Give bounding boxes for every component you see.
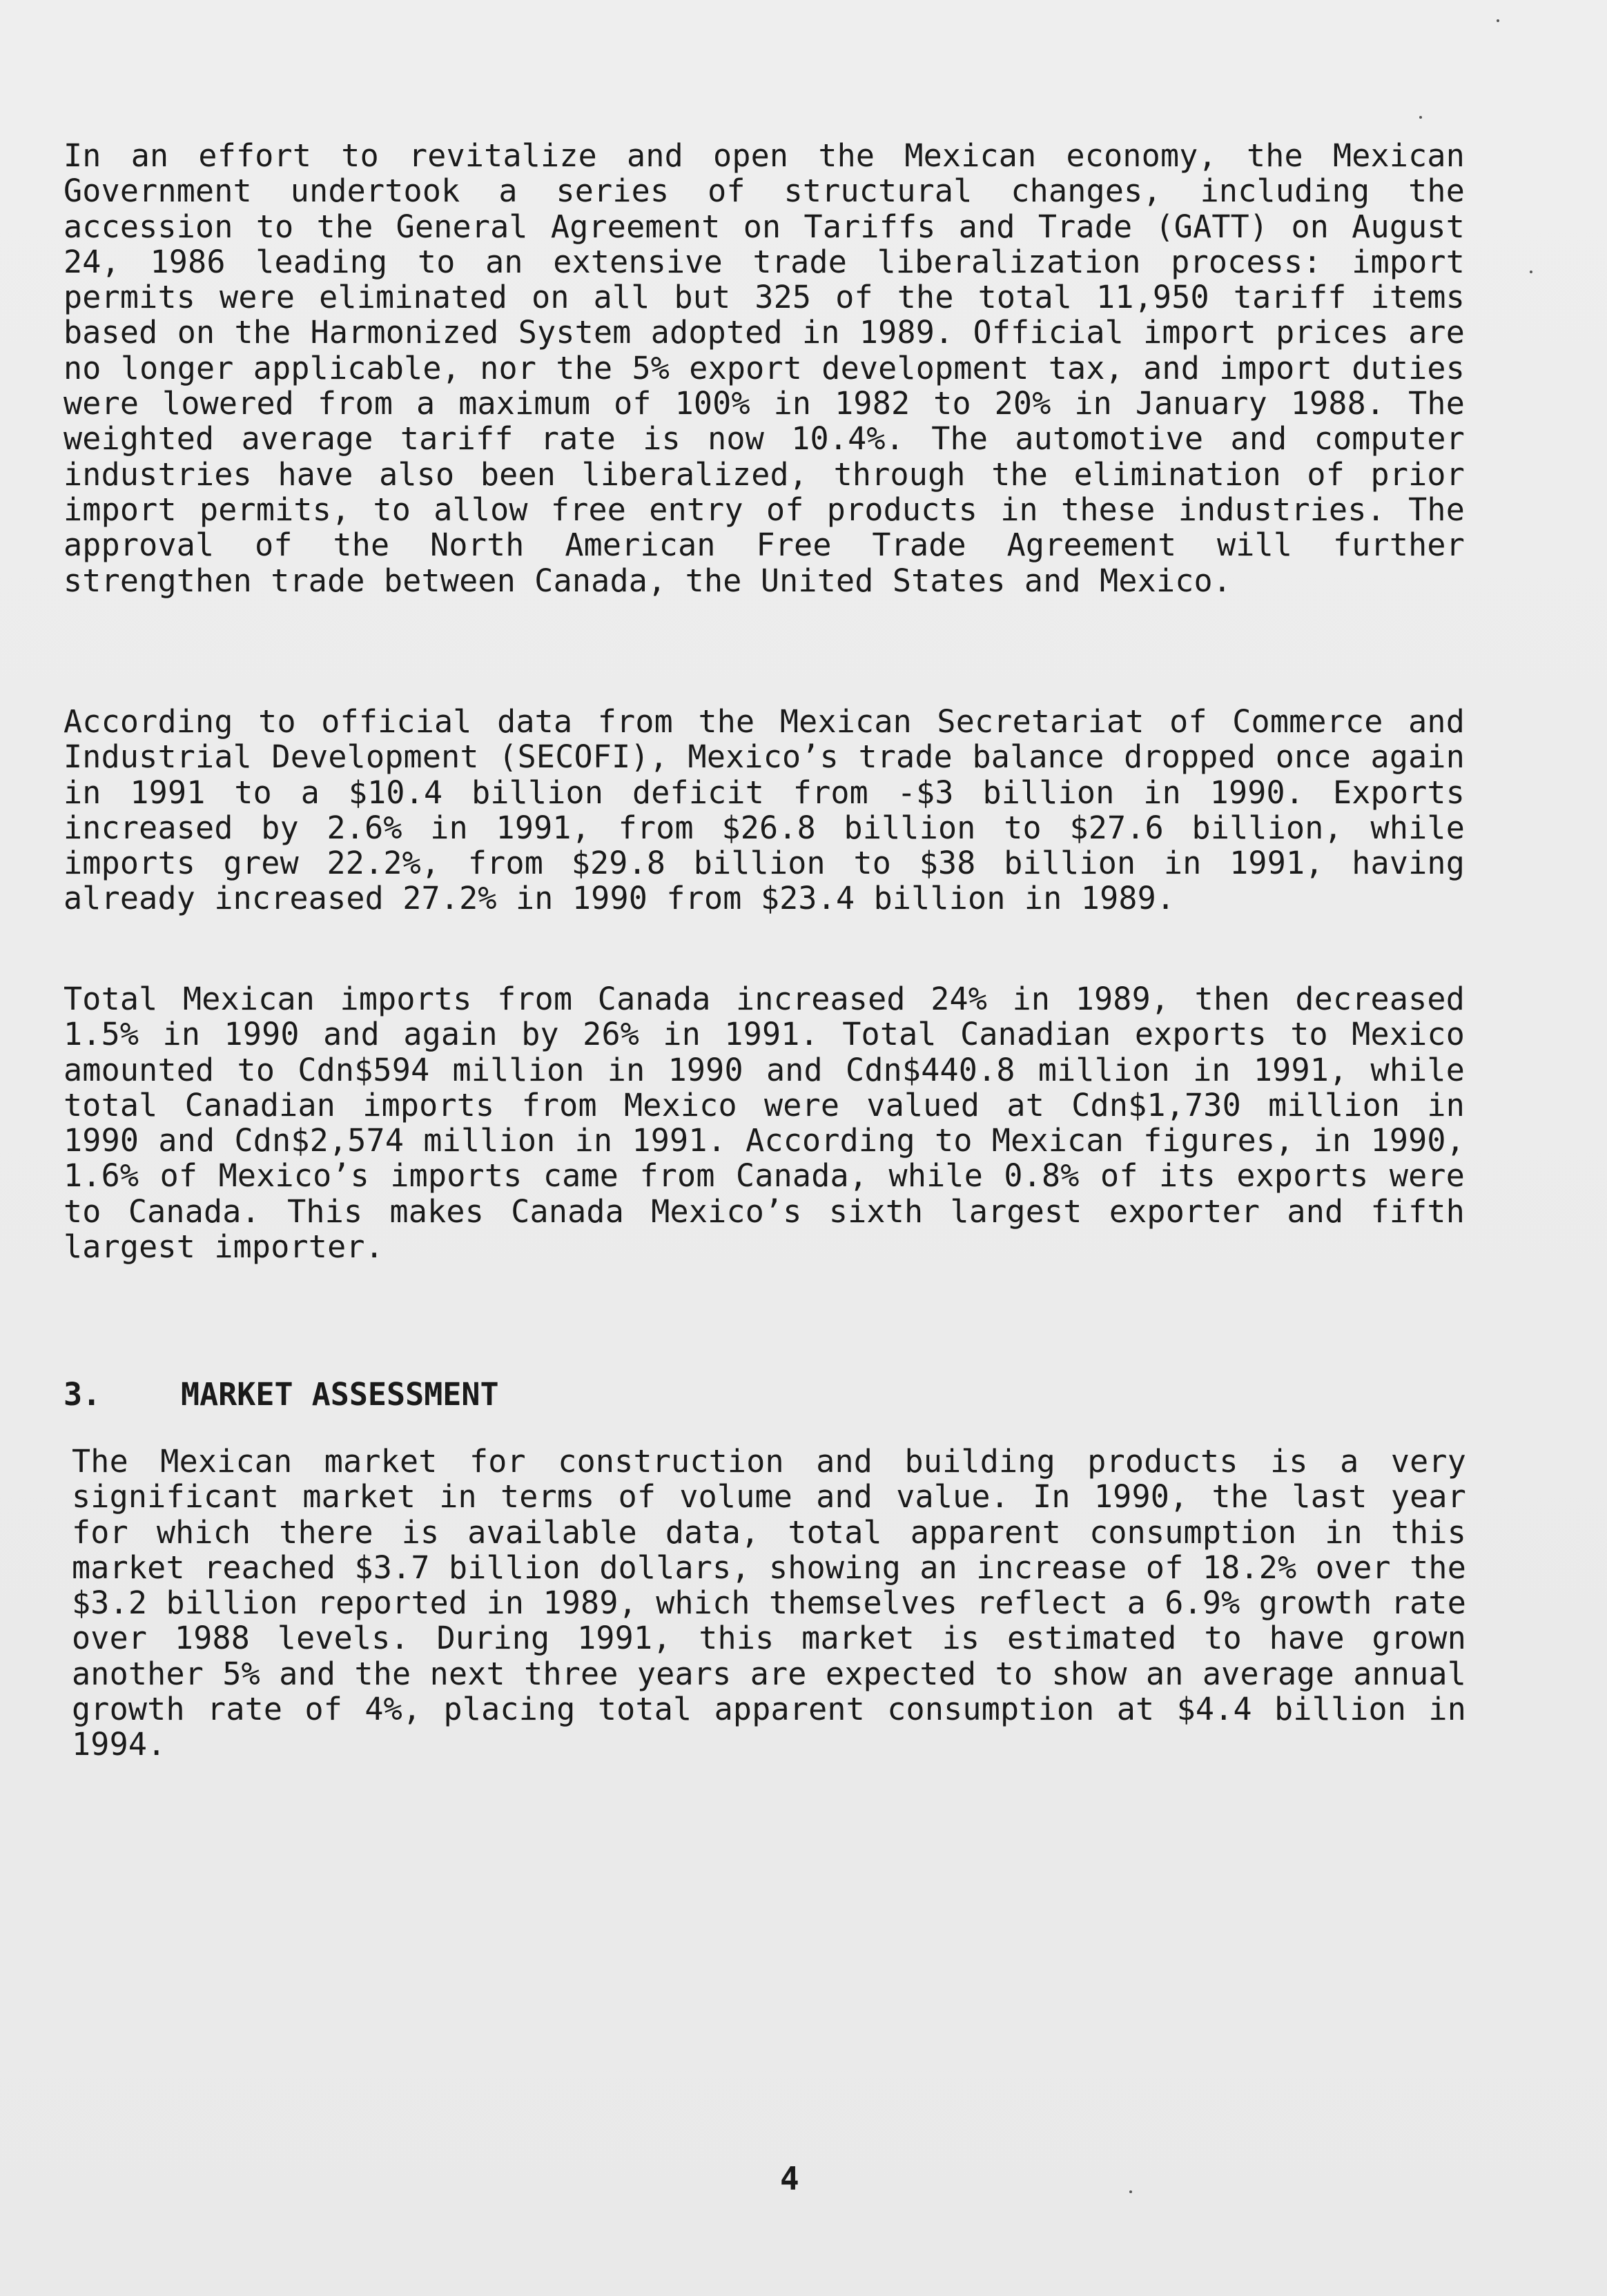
paragraph-trade-liberalization: In an effort to revitalize and open the Mexican economy, the Mexican Government undertook a series of structural changes, including the accession to the General Agreement on Tariffs and Trade (GATT) on August 24, 1986 leading to an extensive trade liberalization process: import permits were eliminated on all but 325 of the total 11,950 tariff items based on the Harmonized System adopted in 1989. Official import prices are no longer applicable, nor the 5% export development tax, and import duties were lowered from a maximum of 100% in 1982 to 20% in January 1988. The weighted average tariff rate is now 10.4%. The automotive and computer industries have also been liberalized, through the elimination of prior import permits, to allow free entry of products in these industries. The approval of the North American Free Trade Agreement will further strengthen trade between Canada, the United States and Mexico. (64, 137, 1465, 599)
scan-speck (1419, 116, 1422, 119)
page-number: 4 (780, 2160, 799, 2197)
paragraph-market-assessment: The Mexican market for construction and building products is a very significant market in terms of volume and value. In 1990, the last year for which there is available data, total apparent consumption in this market reached $3.7 billion dollars, showing an increase of 18.2% over the $3.2 billion reported in 1989, which themselves reflect a 6.9% growth rate over 1988 levels. During 1991, this market is estimated to have grown another 5% and the next three years are expected to show an average annual growth rate of 4%, placing total apparent consumption at $4.4 billion in 1994. (72, 1443, 1466, 1763)
scan-speck (1530, 271, 1532, 273)
scan-speck (1497, 19, 1499, 22)
section-title: MARKET ASSESSMENT (181, 1376, 499, 1413)
paragraph-canada-mexico-trade: Total Mexican imports from Canada increased 24% in 1989, then decreased 1.5% in 1990 and again by 26% in 1991. Total Canadian exports to Mexico amounted to Cdn$594 million in 1990 and Cdn$440.8 million in 1991, while total Canadian imports from Mexico were valued at Cdn$1,730 million in 1990 and Cdn$2,574 million in 1991. According to Mexican figures, in 1990, 1.6% of Mexico’s imports came from Canada, while 0.8% of its exports were to Canada. This makes Canada Mexico’s sixth largest exporter and fifth largest importer. (64, 981, 1465, 1266)
paragraph-trade-balance: According to official data from the Mexican Secretariat of Commerce and Industrial Development (SECOFI), Mexico’s trade balance dropped once again in 1991 to a $10.4 billion deficit from -$3 billion in 1990. Exports increased by 2.6% in 1991, from $26.8 billion to $27.6 billion, while imports grew 22.2%, from $29.8 billion to $38 billion in 1991, having already increased 27.2% in 1990 from $23.4 billion in 1989. (64, 703, 1465, 917)
section-number: 3. (64, 1376, 101, 1413)
scan-speck (1129, 2190, 1132, 2193)
section-heading (64, 1377, 499, 1413)
